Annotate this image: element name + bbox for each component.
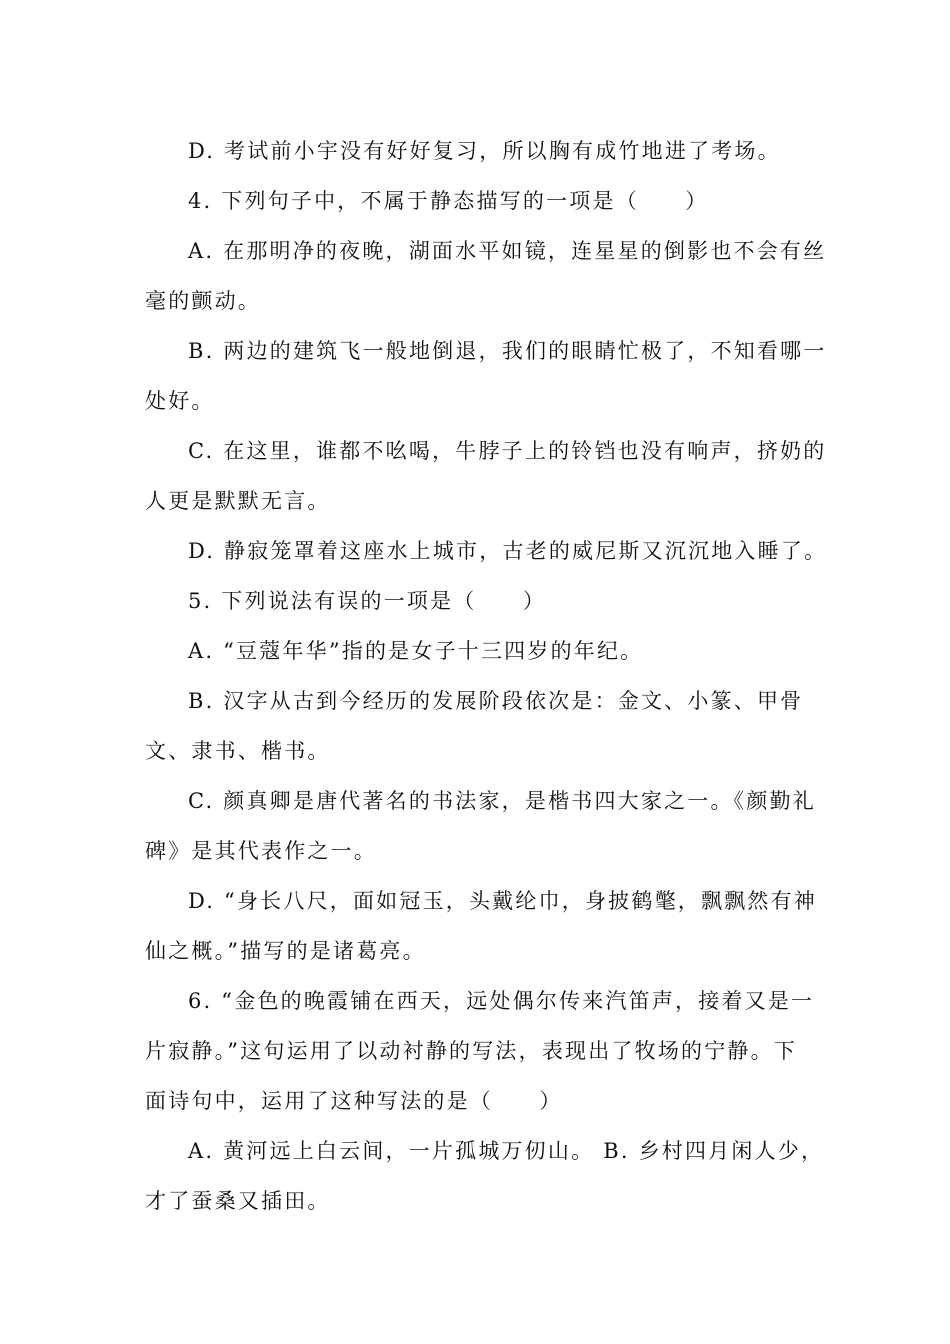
question-4: 4. 下列句子中，不属于静态描写的一项是（ ） [188, 189, 709, 213]
option-d-q4: D. 静寂笼罩着这座水上城市，古老的威尼斯又沉沉地入睡了。 [188, 539, 828, 563]
option-a-q5: A. “豆蔻年华”指的是女子十三四岁的年纪。 [188, 639, 644, 663]
option-d-q5: D. “身长八尺，面如冠玉，头戴纶巾，身披鹤氅，飘飘然有神 [188, 889, 817, 913]
option-c-q5: C. 颜真卿是唐代著名的书法家，是楷书四大家之一。《颜勤礼 [188, 789, 816, 813]
option-b-q5-cont: 文、隶书、楷书。 [145, 739, 331, 763]
option-c-q4-cont: 人更是默默无言。 [145, 489, 331, 513]
option-c-q5-cont: 碑》是其代表作之一。 [145, 839, 377, 863]
option-a-q4: A. 在那明净的夜晚，湖面水平如镜，连星星的倒影也不会有丝 [188, 239, 827, 263]
question-6: 6. “金色的晚霞铺在西天，远处偶尔传来汽笛声，接着又是一 [188, 989, 815, 1013]
option-a-q4-cont: 毫的颤动。 [145, 289, 261, 313]
question-6-cont-2: 面诗句中，运用了这种写法的是（ ） [145, 1089, 563, 1113]
option-d-q5-cont: 仙之概。”描写的是诸葛亮。 [145, 939, 426, 963]
option-c-q4: C. 在这里，谁都不吆喝，牛脖子上的铃铛也没有响声，挤奶的 [188, 439, 827, 463]
option-d-q3: D. 考试前小宇没有好好复习，所以胸有成竹地进了考场。 [188, 139, 781, 163]
option-b-q5: B. 汉字从古到今经历的发展阶段依次是：金文、小篆、甲骨 [188, 689, 804, 713]
question-5: 5. 下列说法有误的一项是（ ） [188, 589, 547, 613]
option-b-q6-cont: 才了蚕桑又插田。 [145, 1189, 331, 1213]
option-b-q4: B. 两边的建筑飞一般地倒退，我们的眼睛忙极了，不知看哪一 [188, 339, 827, 363]
options-ab-q6: A. 黄河远上白云间，一片孤城万仞山。 B. 乡村四月闲人少， [188, 1139, 825, 1163]
option-b-q4-cont: 处好。 [145, 389, 215, 413]
question-6-cont-1: 片寂静。”这句运用了以动衬静的写法，表现出了牧场的宁静。下 [145, 1039, 798, 1063]
